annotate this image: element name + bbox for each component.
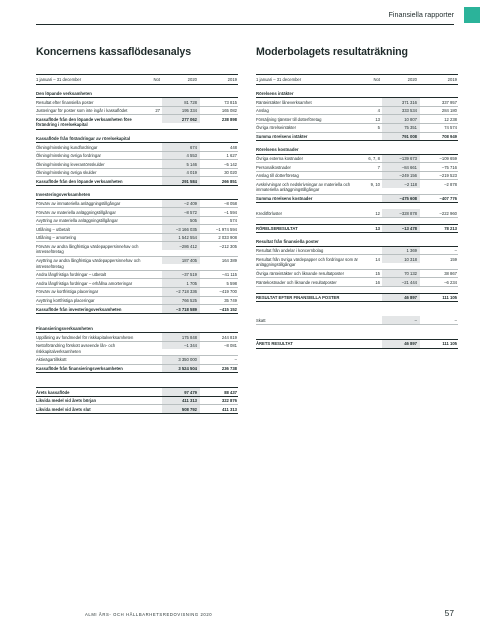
cashflow-title: Koncernens kassaflödesanalys xyxy=(36,46,192,58)
table-row: Andra långfristiga fordringar – erhållna amorteringar 1 705 5 598 xyxy=(36,279,238,288)
summary-row: Likvida medel vid årets början 411 313 322 876 xyxy=(36,397,238,406)
cashflow-statement xyxy=(36,44,238,414)
table-row: Utlåning – utbetalt –3 166 035 –1 974 594 xyxy=(36,225,238,234)
table-row: Utlåning – amortering 1 542 554 2 033 908 xyxy=(36,234,238,243)
table-row: Förvärv av materiella anläggningstillgångar –8 572 –1 594 xyxy=(36,208,238,217)
table-row: Anslag till dotterföretag –249 156 –219 523 xyxy=(256,172,458,181)
section-title: Rörelsens kostnader xyxy=(256,141,458,155)
result-after-financial-row: RESULTAT EFTER FINANSIELLA POSTER 46 897 111 105 xyxy=(256,293,458,303)
table-row: Andra långfristiga fordringar – utbetalt –37 519 –41 115 xyxy=(36,271,238,280)
page-number: 57 xyxy=(444,608,454,618)
section-marker-tab xyxy=(464,7,480,23)
annual-result-row: ÅRETS RESULTAT 46 897 111 105 xyxy=(256,339,458,349)
subtotal-row: Kassaflöde från den löpande verksamheten före förändring i rörelsekapital 277 062 238 898 xyxy=(36,115,238,129)
credit-losses-row: Kreditförluster 12 –328 878 –222 960 xyxy=(256,209,458,218)
section-title: Kassaflöde från förändringar av rörelsekapital xyxy=(36,130,238,144)
table-row: Resultat från övriga värdepapper och fordringar som är anläggningstillgångar 14 10 318 159 xyxy=(256,255,458,269)
table-row: Personalkostnader 7 –84 661 –75 716 xyxy=(256,163,458,172)
table-row: Justeringar för poster som inte ingår i kassaflödet 27 195 334 165 082 xyxy=(36,107,238,116)
table-row: Aktieägartillskott 3 350 000 – xyxy=(36,356,238,365)
table-row: Övriga ränteintäkter och liknande resultatposter 15 70 132 38 867 xyxy=(256,270,458,279)
section-title: Den löpande verksamheten xyxy=(36,85,238,99)
table-row: Ökning/minskning övriga fordringar 4 553 1 627 xyxy=(36,152,238,161)
table-row: Ökning/minskning övriga skulder 4 019 30 020 xyxy=(36,169,238,178)
page-header xyxy=(0,0,480,32)
table-row: Försäljning tjänster till dotterföretag 13 10 807 12 238 xyxy=(256,115,458,124)
table-row: Förvärv av immateriella anläggningstillgångar –2 409 –8 058 xyxy=(36,200,238,209)
table-row: Avyttring kortfristiga placeringar 766 525 35 749 xyxy=(36,297,238,306)
income-title: Moderbolagets resultaträkning xyxy=(256,46,408,58)
table-row: Förvärv av kortfristiga placeringar –2 718 336 –419 700 xyxy=(36,288,238,297)
table-row: Resultat från andelar i koncernbolag 1 369 – xyxy=(256,247,458,256)
table-row: Räntekostnader och liknande resultatposter 16 –21 444 –6 234 xyxy=(256,278,458,287)
subtotal-row: Kassaflöde från investeringsverksamheten –3 718 589 –415 152 xyxy=(36,305,238,314)
summary-row: Likvida medel vid årets slut 508 792 411 313 xyxy=(36,405,238,414)
table-row: Resultat efter finansiella poster 81 728 73 815 xyxy=(36,98,238,107)
table-row: Ränteintäkter låneverksamhet 371 316 337 957 xyxy=(256,98,458,107)
summary-row: Årets kassaflöde 97 479 88 437 xyxy=(36,387,238,397)
subtotal-row: Summa rörelsens intäkter 791 008 708 949 xyxy=(256,133,458,142)
footer-publication: ALMI ÅRS- OCH HÅLLBARHETSREDOVISNING 2020 xyxy=(85,612,213,617)
header-rule xyxy=(36,24,454,25)
section-title: Rörelsens intäkter xyxy=(256,85,458,99)
table-row: Avskrivningar och nedskrivningar av materiella och immateriella anläggningstillgångar 9, 10 –2 118 –2 878 xyxy=(256,180,458,194)
section-title: Investeringsverksamheten xyxy=(36,186,238,200)
table-header: 1 januari – 31 december Not 2020 2019 xyxy=(256,75,458,85)
subtotal-row: Summa rörelsens kostnader –475 608 –407 776 xyxy=(256,195,458,204)
table-row: Nettoförändring förskott avseende lån- och riskkapitalverksamheten –1 344 –8 081 xyxy=(36,342,238,356)
section-label: Finansiella rapporter xyxy=(388,10,454,19)
table-row: Övriga externa kostnader 6, 7, 8 –139 673 –109 659 xyxy=(256,155,458,164)
table-row: Anslag 4 333 534 284 180 xyxy=(256,107,458,116)
table-row: Avyttring av materiella anläggningstillgångar 505 574 xyxy=(36,217,238,226)
table-row: Ökning/minskning leverantörsskulder 5 146 –5 142 xyxy=(36,160,238,169)
table-row: Ökning/minskning kundfordringar 674 448 xyxy=(36,143,238,152)
operating-result-row: RÖRELSERESULTAT 13 –13 478 78 213 xyxy=(256,224,458,234)
table-row: Övriga rörelseintäkter 5 75 351 74 574 xyxy=(256,124,458,133)
tax-row: Skatt – – xyxy=(256,316,458,325)
table-row: Förvärv av andra långfristiga värdepappersinnehav och intresseföretag –286 412 –212 305 xyxy=(36,242,238,256)
subtotal-row: Kassaflöde från den löpande verksamheten 291 584 266 851 xyxy=(36,177,238,186)
table-header: 1 januari – 31 december Not 2020 2019 xyxy=(36,75,238,85)
section-title: Finansieringsverksamheten xyxy=(36,320,238,334)
table-row: Avyttring av andra långfristiga värdepappersinnehav och intresseföretag 187 405 164 389 xyxy=(36,257,238,271)
subtotal-row: Kassaflöde från finansieringsverksamheten 3 524 504 236 738 xyxy=(36,365,238,374)
section-title: Resultat från finansiella poster xyxy=(256,233,458,247)
income-statement xyxy=(256,44,458,349)
table-row: Upplåning av fondmedel för riskkapitalverksamheten 175 848 244 819 xyxy=(36,333,238,342)
